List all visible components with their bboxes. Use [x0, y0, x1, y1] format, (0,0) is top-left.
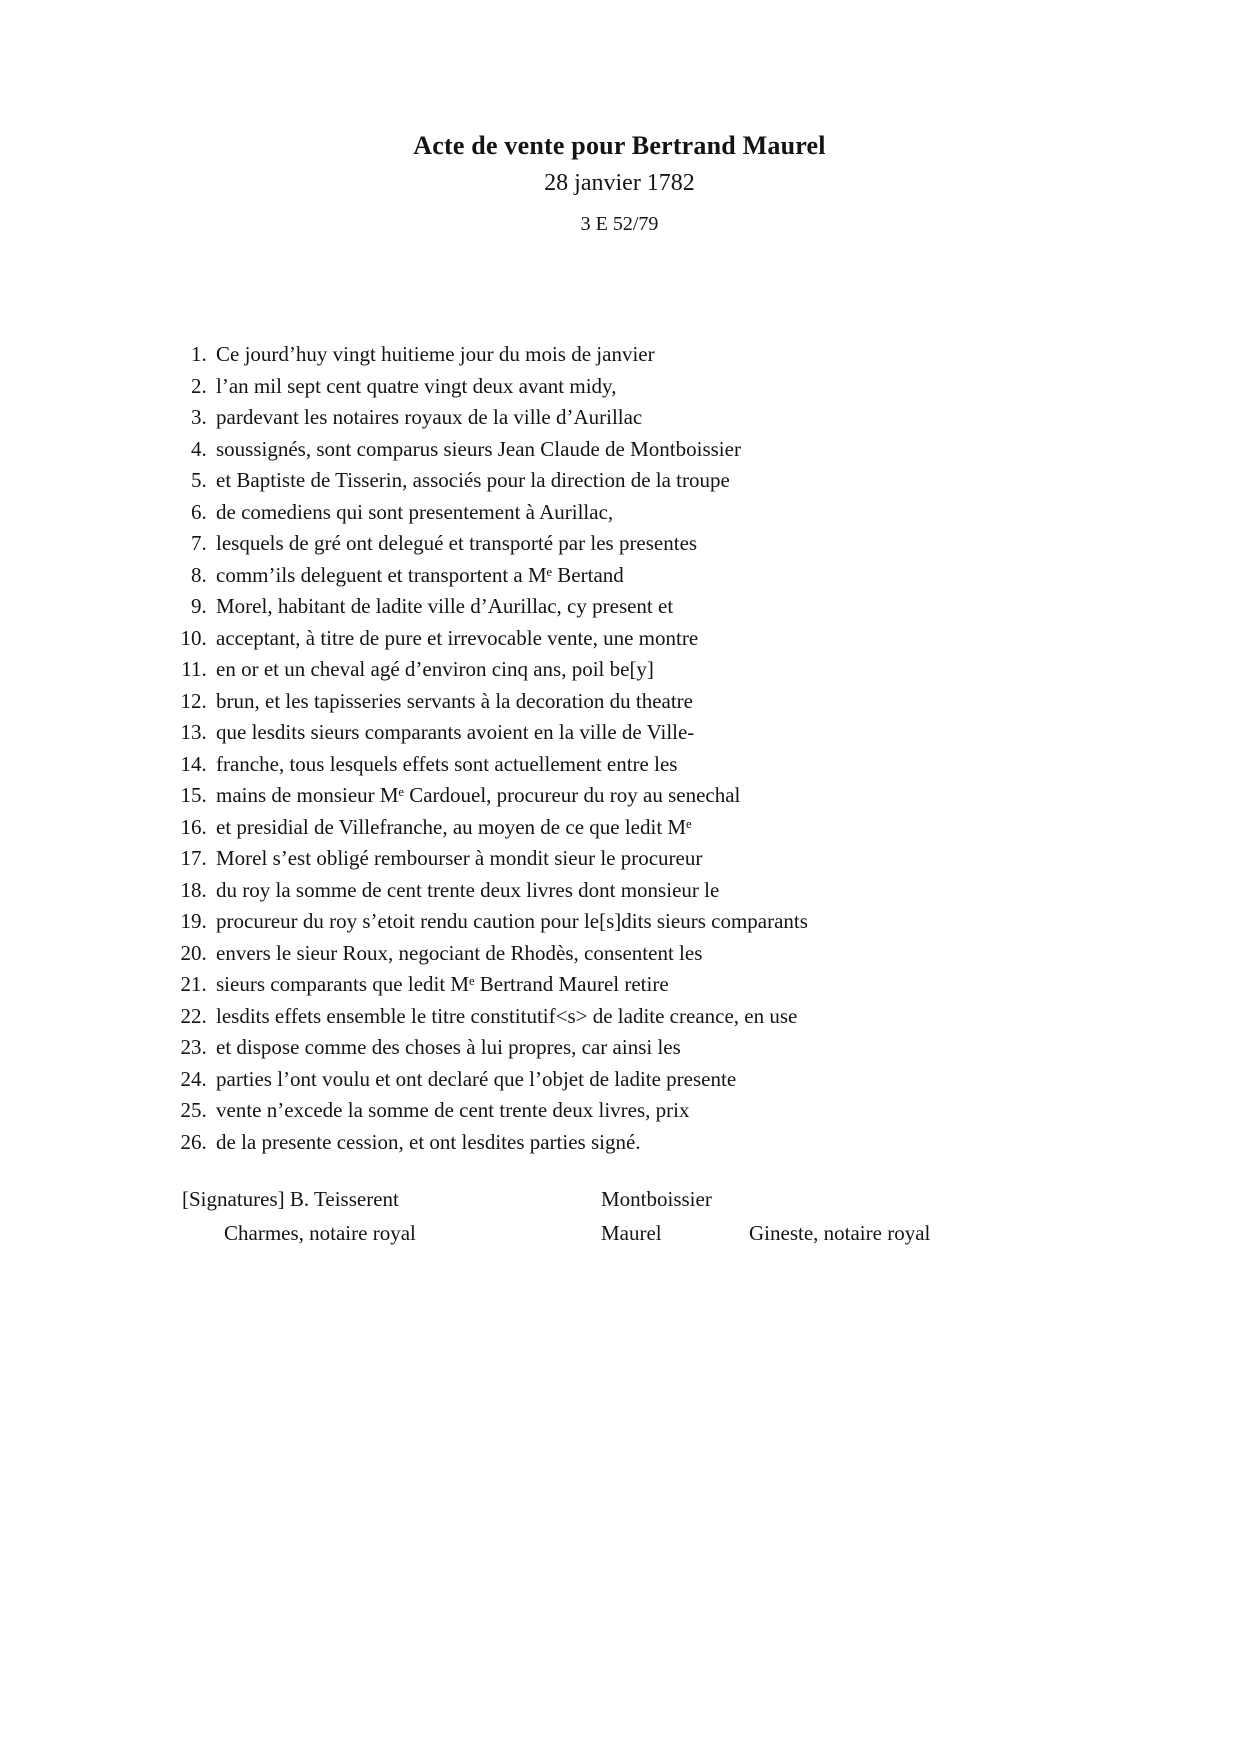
transcription-line: 26. de la presente cession, et ont lesdites parties signé. — [212, 1127, 1119, 1159]
signature-gineste: Gineste, notaire royal — [749, 1221, 931, 1245]
transcription-list — [0, 339, 1239, 1158]
signature-charmes: Charmes, notaire royal — [224, 1221, 416, 1245]
transcription-line: 20. envers le sieur Roux, negociant de Rhodès, consentent les — [212, 938, 1119, 970]
transcription-line: 16. et presidial de Villefranche, au moyen de ce que ledit Mᵉ — [212, 812, 1119, 844]
transcription-line: 11. en or et un cheval agé d’environ cinq ans, poil be[y] — [212, 654, 1119, 686]
transcription-line: 4. soussignés, sont comparus sieurs Jean Claude de Montboissier — [212, 434, 1119, 466]
transcription-line: 13. que lesdits sieurs comparants avoient en la ville de Ville- — [212, 717, 1119, 749]
transcription-line: 2. l’an mil sept cent quatre vingt deux avant midy, — [212, 371, 1119, 403]
transcription-line: 17. Morel s’est obligé rembourser à mondit sieur le procureur — [212, 843, 1119, 875]
transcription-line: 8. comm’ils deleguent et transportent a Mᵉ Bertand — [212, 560, 1119, 592]
transcription-line: 24. parties l’ont voulu et ont declaré que l’objet de ladite presente — [212, 1064, 1119, 1096]
transcription-line: 3. pardevant les notaires royaux de la ville d’Aurillac — [212, 402, 1119, 434]
document-header — [0, 0, 1239, 236]
transcription-line: 10. acceptant, à titre de pure et irrevocable vente, une montre — [212, 623, 1119, 655]
transcription-line: 25. vente n’excede la somme de cent trente deux livres, prix — [212, 1095, 1119, 1127]
transcription-line: 22. lesdits effets ensemble le titre constitutif<s> de ladite creance, en use — [212, 1001, 1119, 1033]
transcription-line: 1. Ce jourd’huy vingt huitieme jour du mois de janvier — [212, 339, 1119, 371]
transcription-line: 12. brun, et les tapisseries servants à la decoration du theatre — [212, 686, 1119, 718]
document-reference: 3 E 52/79 — [580, 213, 659, 235]
document-date: 28 janvier 1782 — [544, 170, 695, 196]
transcription-line: 7. lesquels de gré ont delegué et transporté par les presentes — [212, 528, 1119, 560]
transcription-line: 9. Morel, habitant de ladite ville d’Aurillac, cy present et — [212, 591, 1119, 623]
signature-row-1 — [0, 1184, 1239, 1218]
document-title: Acte de vente pour Bertrand Maurel — [413, 131, 826, 160]
transcription-line: 15. mains de monsieur Mᵉ Cardouel, procureur du roy au senechal — [212, 780, 1119, 812]
transcription-line: 6. de comediens qui sont presentement à Aurillac, — [212, 497, 1119, 529]
signature-montboissier: Montboissier — [601, 1187, 712, 1211]
transcription-line: 5. et Baptiste de Tisserin, associés pour la direction de la troupe — [212, 465, 1119, 497]
transcription-line: 21. sieurs comparants que ledit Mᵉ Bertrand Maurel retire — [212, 969, 1119, 1001]
transcription-line: 18. du roy la somme de cent trente deux livres dont monsieur le — [212, 875, 1119, 907]
signature-block — [0, 1184, 1239, 1252]
transcription-line: 19. procureur du roy s’etoit rendu caution pour le[s]dits sieurs comparants — [212, 906, 1119, 938]
signature-row-2 — [0, 1218, 1239, 1252]
signature-maurel: Maurel — [601, 1221, 662, 1245]
transcription-line: 23. et dispose comme des choses à lui propres, car ainsi les — [212, 1032, 1119, 1064]
transcription-line: 14. franche, tous lesquels effets sont actuellement entre les — [212, 749, 1119, 781]
signature-teisserent: [Signatures] B. Teisserent — [182, 1187, 399, 1211]
